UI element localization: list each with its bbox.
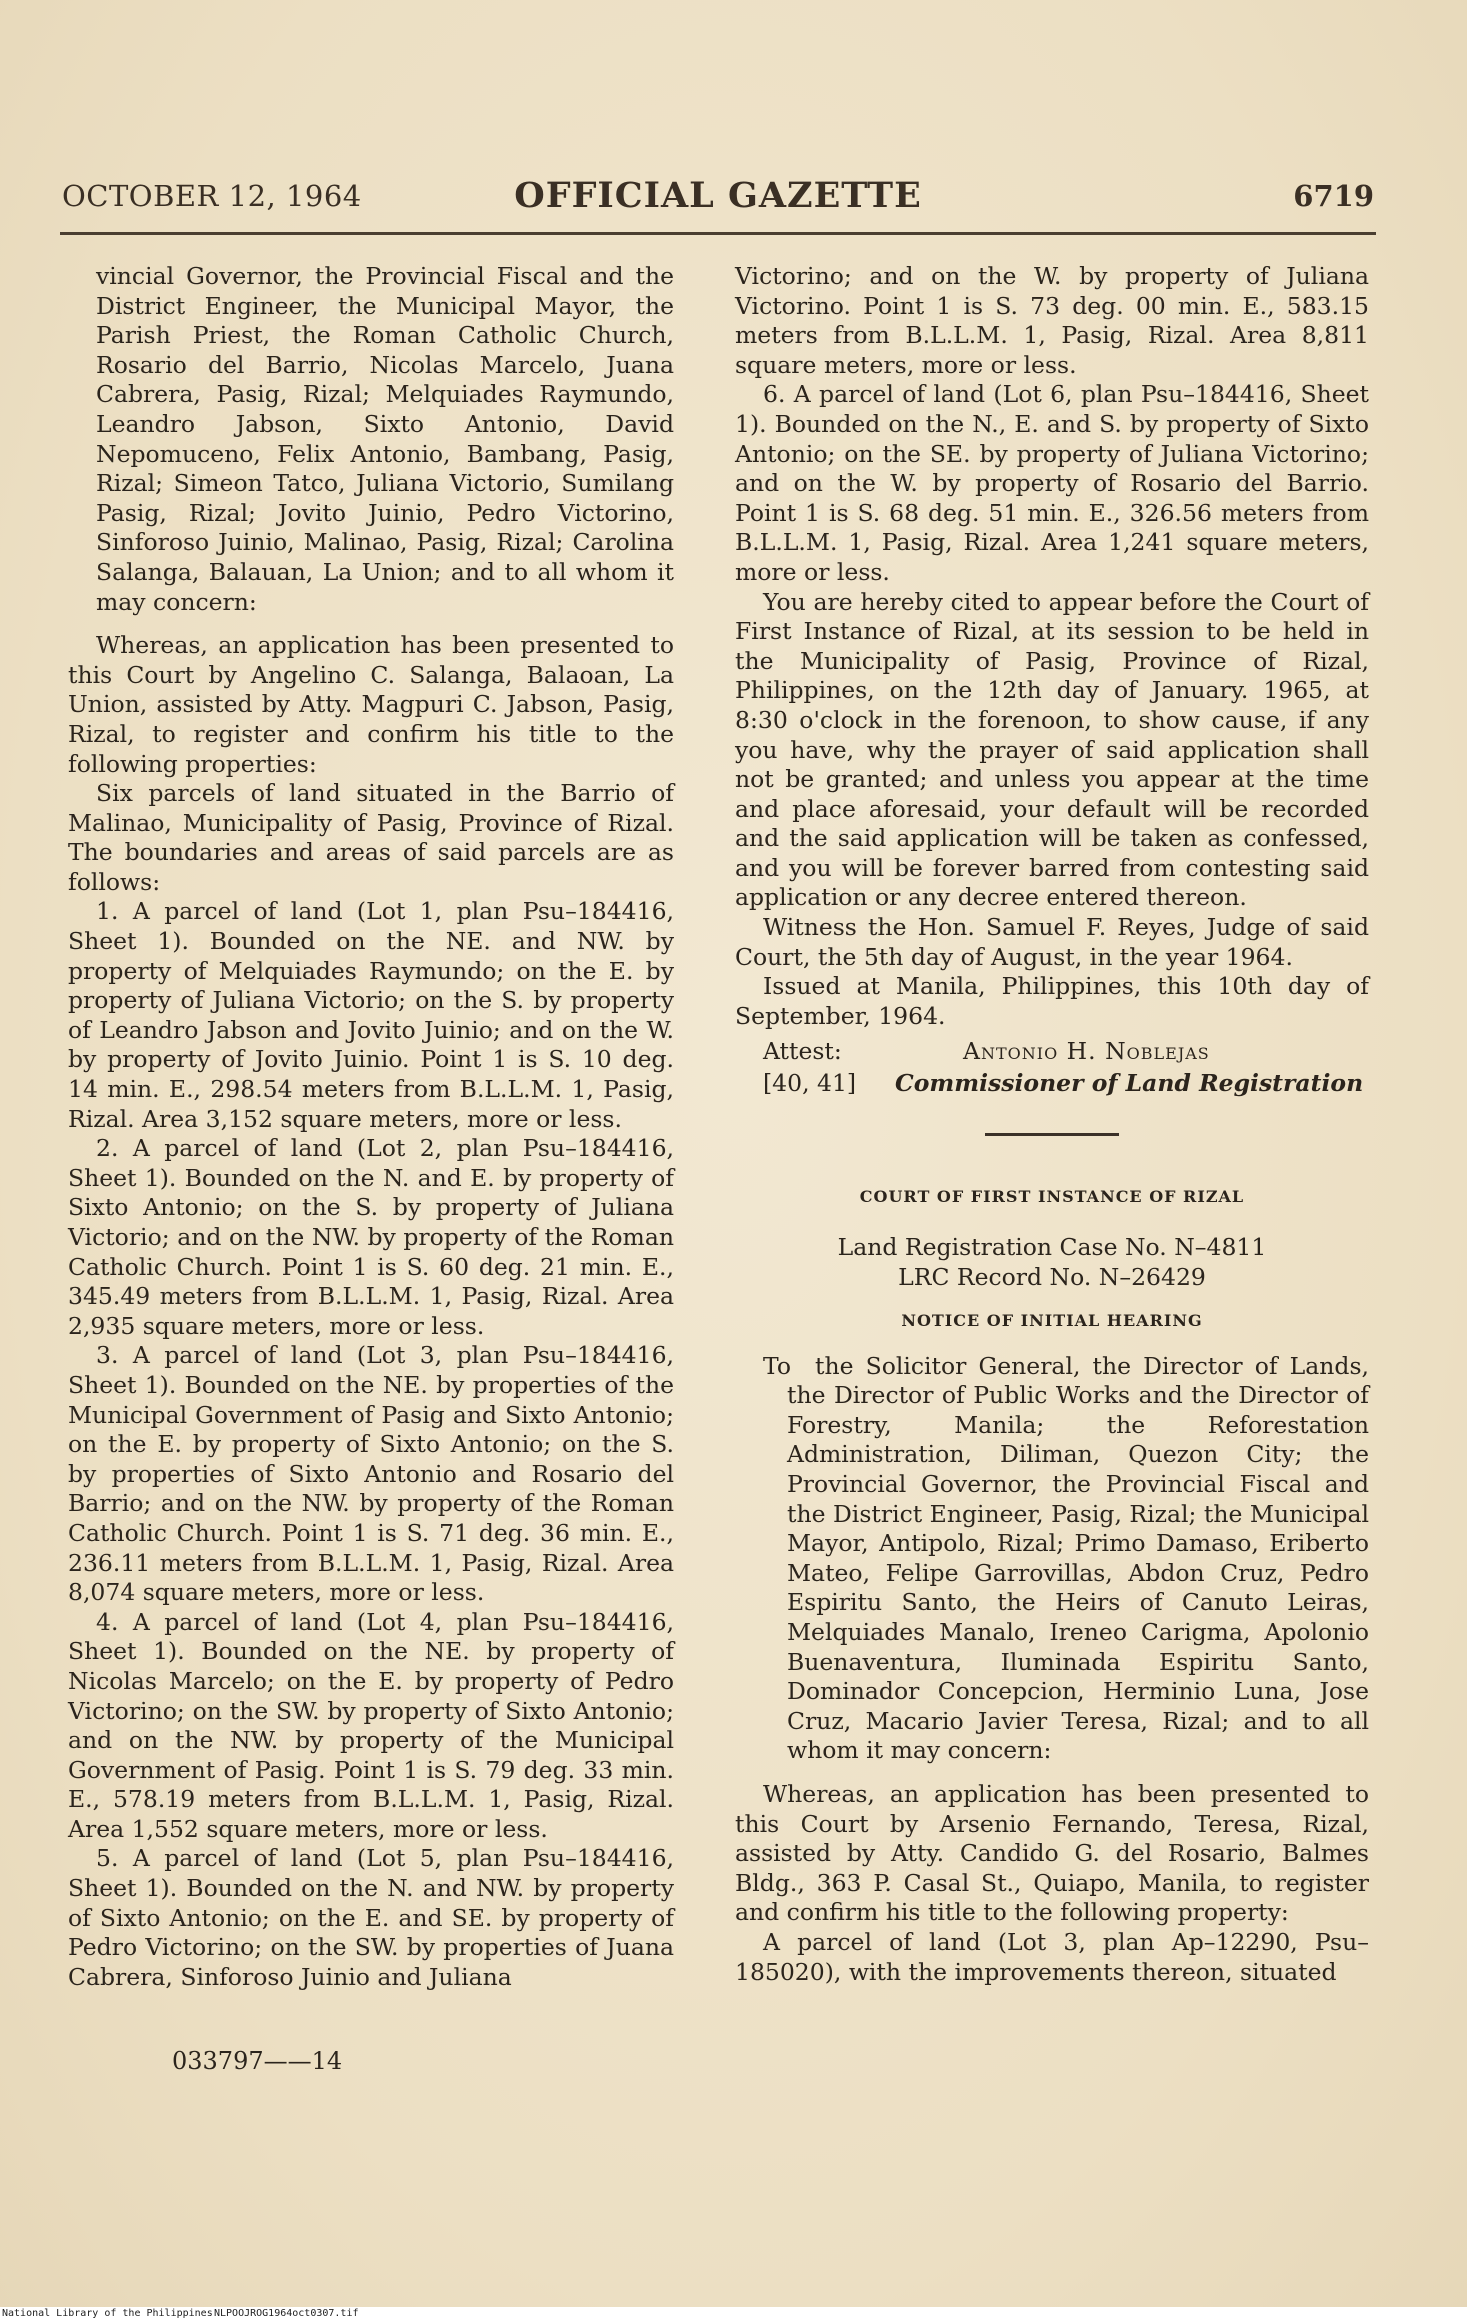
record-number: LRC Record No. N–26429	[898, 1263, 1206, 1292]
parcel-1: 1. A parcel of land (Lot 1, plan Psu–184416, Sheet 1). Bounded on the NE. and NW. by property of Melquiades Raymundo; on the E. by property of Juliana Victorio; on the S. by property of Leandro Jabson and Jovito Juinio; and on the W. by property of Jovito Juinio. Point 1 is S. 10 deg. 14 min. E., 298.54 meters from B.L.L.M. 1, Pasig, Rizal. Area 3,152 square meters, more or less.	[68, 897, 674, 1133]
footer-file: NLPOOJROG1964oct0307.tif	[214, 2308, 359, 2319]
right-column	[735, 262, 1369, 1987]
parcel-4: 4. A parcel of land (Lot 4, plan Psu–184416, Sheet 1). Bounded on the NE. by property of Nicolas Marcelo; on the E. by property of Pedro Victorino; on the SW. by property of Sixto Antonio; and on the NW. by property of the Municipal Government of Pasig. Point 1 is S. 79 deg. 33 min. E., 578.19 meters from B.L.L.M. 1, Pasig, Rizal. Area 1,552 square meters, more or less.	[68, 1607, 674, 1843]
citation-paragraph: You are hereby cited to appear before the Court of First Instance of Rizal, at its session to be held in the Municipality of Pasig, Province of Rizal, Philippines, on the 12th day of January. 1965, at 8:30 o'clock in the forenoon, to show cause, if any you have, why the prayer of said application shall not be granted; and unless you appear at the time and place aforesaid, your default will be recorded and the said application will be taken as confessed, and you will be forever barred from contesting said application or any decree entered thereon.	[735, 587, 1369, 912]
parcel-3: 3. A parcel of land (Lot 3, plan Psu–184416, Sheet 1). Bounded on the NE. by properties of the Municipal Government of Pasig and Sixto Antonio; on the E. by property of Sixto Antonio; on the S. by properties of Sixto Antonio and Rosario del Barrio; and on the NW. by property of the Roman Catholic Church. Point 1 is S. 71 deg. 36 min. E., 236.11 meters from B.L.L.M. 1, Pasig, Rizal. Area 8,074 square meters, more or less.	[68, 1341, 674, 1607]
header-title: OFFICIAL GAZETTE	[514, 175, 922, 216]
witness-paragraph: Witness the Hon. Samuel F. Reyes, Judge of said Court, the 5th day of August, in the year 1964.	[735, 913, 1369, 971]
page-header	[62, 175, 1374, 225]
addressees-list	[735, 1352, 1369, 1766]
case-number: Land Registration Case No. N–4811	[837, 1233, 1267, 1262]
parcel-5: 5. A parcel of land (Lot 5, plan Psu–184416, Sheet 1). Bounded on the N. and NW. by property of Sixto Antonio; on the E. and SE. by property of Pedro Victorino; on the SW. by properties of Juana Cabrera, Sinforoso Juinio and Juliana	[68, 1844, 674, 1991]
header-page-number: 6719	[1293, 179, 1374, 213]
attest-block	[735, 1037, 1369, 1101]
attest-role: Commissioner of Land Registration	[895, 1069, 1364, 1098]
footer-source: National Library of the Philippines	[2, 2308, 213, 2319]
whereas-paragraph: Whereas, an application has been presented to this Court by Angelino C. Salanga, Balaoan, La Union, assisted by Atty. Magpuri C. Jabson, Pasig, Rizal, to register and confirm his title to the following properties:	[68, 631, 674, 778]
notice-heading: NOTICE OF INITIAL HEARING	[901, 1311, 1203, 1331]
scan-footer	[0, 2307, 1467, 2321]
addressees-text: the Solicitor General, the Director of Lands, the Director of Public Works and the Director of Forestry, Manila; the Reforestation Administration, Diliman, Quezon City; the Provincial Governor, the Provincial Fiscal and the District Engineer, Pasig, Rizal; the Municipal Mayor, Antipolo, Rizal; Primo Damaso, Eriberto Mateo, Felipe Garrovillas, Abdon Cruz, Pedro Espiritu Santo, the Heirs of Canuto Leiras, Melquiades Manalo, Ireneo Carigma, Apolonio Buenaventura, Iluminada Espiritu Santo, Dominador Concepcion, Herminio Luna, Jose Cruz, Macario Javier Teresa, Rizal; and to all whom it may concern:	[787, 1351, 1369, 1765]
attest-reference: [40, 41]	[763, 1069, 857, 1098]
folio-number: 033797——14	[172, 2047, 343, 2075]
addressees-continued: vincial Governor, the Provincial Fiscal and the District Engineer, the Municipal Mayor, the Parish Priest, the Roman Catholic Church, Rosario del Barrio, Nicolas Marcelo, Juana Cabrera, Pasig, Rizal; Melquiades Raymundo, Leandro Jabson, Sixto Antonio, David Nepomuceno, Felix Antonio, Bambang, Pasig, Rizal; Simeon Tatco, Juliana Victorio, Sumilang Pasig, Rizal; Jovito Juinio, Pedro Victorino, Sinforoso Juinio, Malinao, Pasig, Rizal; Carolina Salanga, Balauan, La Union; and to all whom it may concern:	[96, 262, 674, 616]
header-rule	[60, 232, 1376, 235]
attest-name: Antonio H. Noblejas	[963, 1037, 1210, 1066]
header-date: OCTOBER 12, 1964	[62, 179, 362, 213]
section-divider	[985, 1133, 1119, 1136]
parcels-intro: Six parcels of land situated in the Barrio of Malinao, Municipality of Pasig, Province of Rizal. The boundaries and areas of said parcels are as follows:	[68, 779, 674, 896]
parcel-2: 2. A parcel of land (Lot 2, plan Psu–184416, Sheet 1). Bounded on the N. and E. by property of Sixto Antonio; on the S. by property of Juliana Victorio; and on the NW. by property of the Roman Catholic Church. Point 1 is S. 60 deg. 21 min. E., 345.49 meters from B.L.L.M. 1, Pasig, Rizal. Area 2,935 square meters, more or less.	[68, 1134, 674, 1340]
whereas-paragraph-2: Whereas, an application has been presented to this Court by Arsenio Fernando, Teresa, Rizal, assisted by Atty. Candido G. del Rosario, Balmes Bldg., 363 P. Casal St., Quiapo, Manila, to register and confirm his title to the following property:	[735, 1779, 1369, 1927]
parcel-5-continued: Victorino; and on the W. by property of Juliana Victorino. Point 1 is S. 73 deg. 00 min. E., 583.15 meters from B.L.L.M. 1, Pasig, Rizal. Area 8,811 square meters, more or less.	[735, 262, 1369, 379]
issued-paragraph: Issued at Manila, Philippines, this 10th day of September, 1964.	[735, 972, 1369, 1030]
left-column	[68, 262, 674, 1992]
parcel-6: 6. A parcel of land (Lot 6, plan Psu–184416, Sheet 1). Bounded on the N., E. and S. by property of Sixto Antonio; on the SE. by property of Juliana Victorino; and on the W. by property of Rosario del Barrio. Point 1 is S. 68 deg. 51 min. E., 326.56 meters from B.L.L.M. 1, Pasig, Rizal. Area 1,241 square meters, more or less.	[735, 380, 1369, 586]
court-heading: COURT OF FIRST INSTANCE OF RIZAL	[859, 1187, 1245, 1207]
to-word: To	[763, 1351, 791, 1380]
parcel-description: A parcel of land (Lot 3, plan Ap–12290, Psu–185020), with the improvements thereon, situated	[735, 1927, 1369, 1986]
attest-label: Attest:	[763, 1037, 842, 1066]
